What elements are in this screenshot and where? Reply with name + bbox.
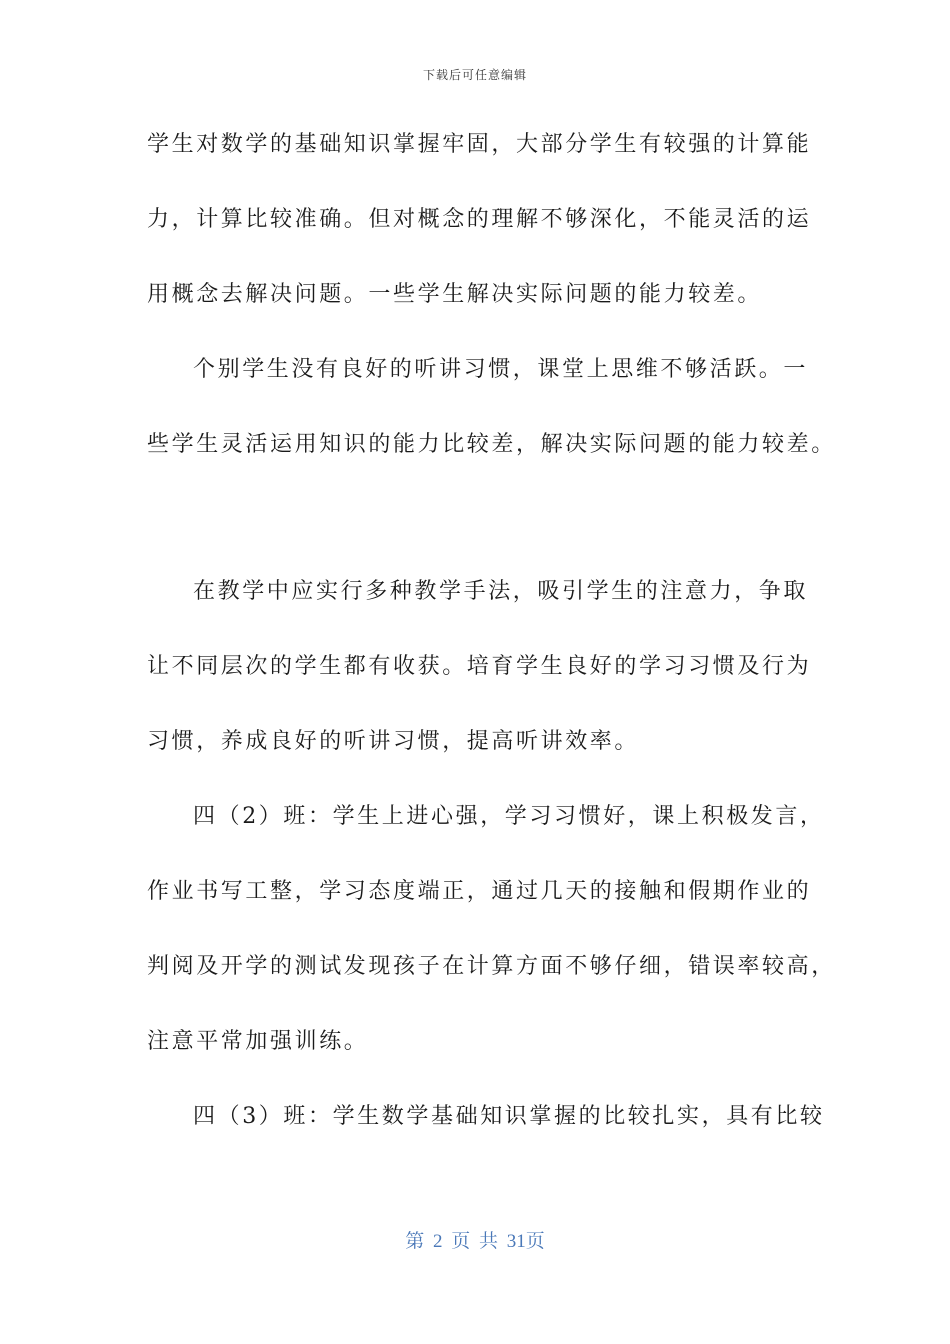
text-line: 学生对数学的基础知识掌握牢固，大部分学生有较强的计算能 — [147, 132, 812, 157]
text-line: 用概念去解决问题。一些学生解决实际问题的能力较差。 — [147, 282, 763, 307]
page-header: 下载后可任意编辑 — [422, 68, 527, 82]
text-line: 让不同层次的学生都有收获。培育学生良好的学习习惯及行为 — [147, 654, 812, 679]
text-line: 四（3）班：学生数学基础知识掌握的比较扎实，具有比较 — [193, 1104, 825, 1129]
text-line: 些学生灵活运用知识的能力比较差，解决实际问题的能力较差。 — [147, 432, 836, 457]
text-line: 力，计算比较准确。但对概念的理解不够深化，不能灵活的运 — [147, 207, 812, 232]
text-line: 判阅及开学的测试发现孩子在计算方面不够仔细，错误率较高， — [147, 954, 836, 979]
text-line: 注意平常加强训练。 — [147, 1029, 369, 1054]
text-line: 习惯，养成良好的听讲习惯，提高听讲效率。 — [147, 729, 640, 754]
text-line: 个别学生没有良好的听讲习惯，课堂上思维不够活跃。一 — [193, 357, 809, 382]
text-line: 作业书写工整，学习态度端正，通过几天的接触和假期作业的 — [147, 879, 812, 904]
text-line: 四（2）班：学生上进心强，学习习惯好，课上积极发言， — [193, 804, 825, 829]
page-number: 第 2 页 共 31页 — [405, 1231, 545, 1252]
text-line: 在教学中应实行多种教学手法，吸引学生的注意力，争取 — [193, 579, 809, 604]
